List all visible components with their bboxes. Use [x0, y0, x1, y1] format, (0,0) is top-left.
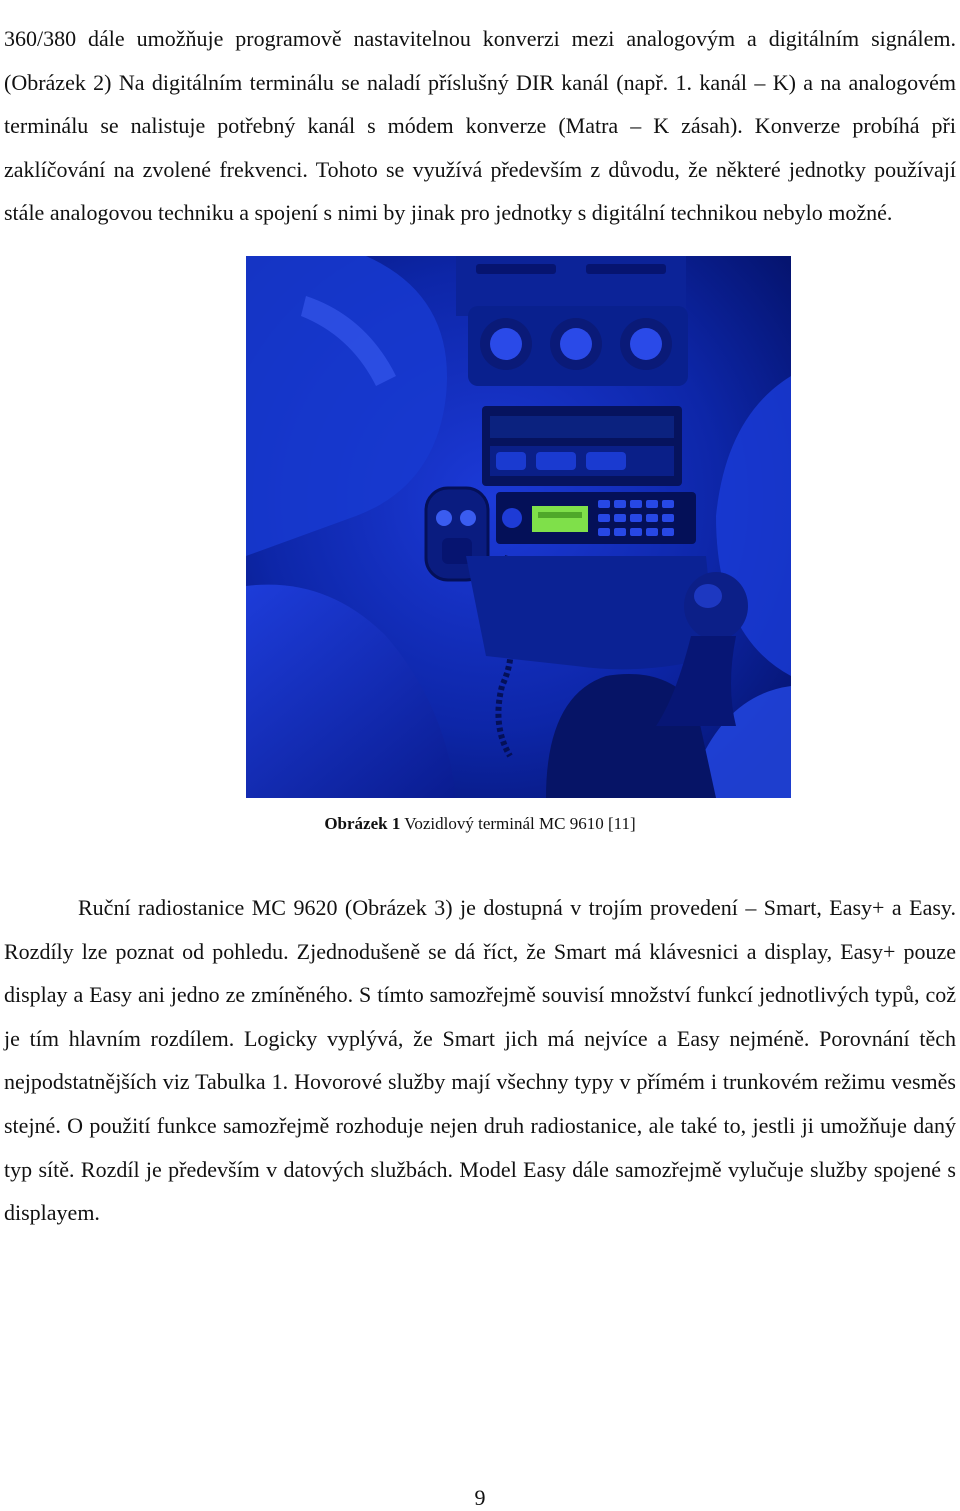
figure-caption-label: Obrázek 1 — [324, 814, 401, 833]
figure-caption-text: Vozidlový terminál MC 9610 [11] — [404, 814, 636, 833]
figure-caption — [0, 813, 960, 835]
page-number: 9 — [474, 1485, 486, 1510]
car-interior-illustration — [246, 256, 791, 798]
intro-paragraph: 360/380 dále umožňuje programově nastavitelnou konverzi mezi analogovým a digitálním signálem. (Obrázek 2) Na digitálním terminálu se naladí příslušný DIR kanál (např. 1. kanál – K) a na analogovém terminálu se nalistuje potřebný kanál s módem konverze (Matra – K zásah). Konverze probíhá při zaklíčování na zvolené frekvenci. Tohoto se využívá především z důvodu, že některé jednotky používají stále analogovou techniku a spojení s nimi by jinak pro jednotky s digitální technikou nebylo možné. — [4, 26, 956, 226]
car-terminal-photo — [246, 256, 791, 798]
handheld-radio-paragraph: Ruční radiostanice MC 9620 (Obrázek 3) je dostupná v trojím provedení – Smart, Easy+ a Easy. Rozdíly lze poznat od pohledu. Zjednodušeně se dá říct, že Smart má klávesnici a display, Easy+ pouze display a Easy ani jedno ze zmíněného. S tímto samozřejmě souvisí množství funkcí jednotlivých typů, což je tím hlavním rozdílem. Logicky vyplývá, že Smart jich má nejvíce a Easy nejméně. Porovnání těch nejpodstatnějších viz Tabulka 1. Hovorové služby mají všechny typy v přímém i trunkovém režimu vesměs stejné. O použití funkce samozřejmě rozhoduje nejen druh radiostanice, ale také to, jestli ji umožňuje daný typ sítě. Rozdíl je především v datových službách. Model Easy dále samozřejmě vylučuje služby spojené s displayem. — [4, 895, 956, 1226]
